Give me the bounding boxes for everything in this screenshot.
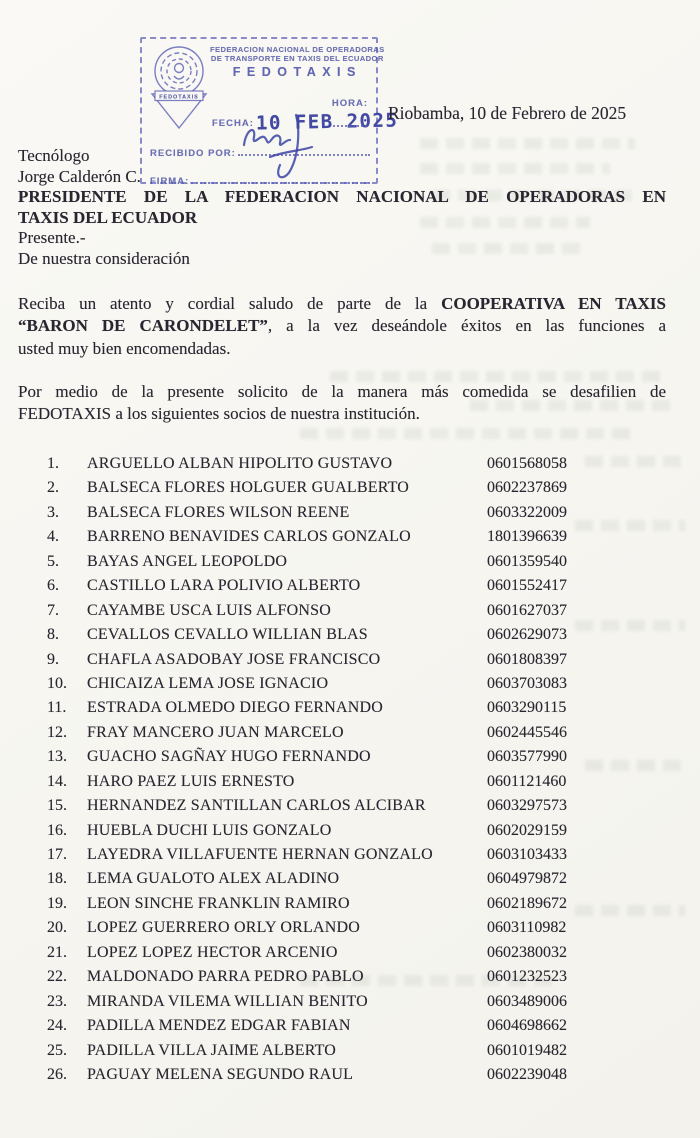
member-row <box>47 819 647 843</box>
member-name: PADILLA MENDEZ EDGAR FABIAN <box>87 1017 351 1035</box>
stamp-org-line1: FEDERACION NACIONAL DE OPERADORAS <box>210 45 385 54</box>
addressee-position-line1: PRESIDENTE DE LA FEDERACION NACIONAL DE OPERADORAS EN <box>18 187 666 207</box>
member-id-number: 0604698662 <box>487 1017 567 1035</box>
member-row <box>47 770 647 794</box>
member-row <box>47 843 647 867</box>
paragraph-greeting-line3 <box>18 338 666 360</box>
member-name: PAGUAY MELENA SEGUNDO RAUL <box>87 1065 354 1083</box>
members-list <box>47 452 647 1087</box>
member-name: CHICAIZA LEMA JOSE IGNACIO <box>87 674 329 692</box>
presente-line: Presente.- <box>18 228 86 248</box>
member-row <box>47 452 647 476</box>
member-id-number: 0601552417 <box>487 577 567 595</box>
recibido-por-label: RECIBIDO POR: <box>150 148 236 159</box>
member-number: 12. <box>47 723 67 741</box>
member-name: LAYEDRA VILLAFUENTE HERNAN GONZALO <box>87 846 433 863</box>
member-id-number: 0601019482 <box>487 1041 567 1059</box>
member-id-number: 0602239048 <box>487 1065 567 1083</box>
member-row <box>47 1063 647 1087</box>
member-number: 2. <box>47 479 59 497</box>
greeting-text: , a la vez deseándole éxitos en las funciones a <box>267 316 666 336</box>
member-id-number: 0602445546 <box>487 723 567 741</box>
member-name: HUEBLA DUCHI LUIS GONZALO <box>87 821 332 839</box>
member-id-number: 0602189672 <box>487 894 567 912</box>
member-id-number: 0603103433 <box>487 846 567 863</box>
greeting-text: Reciba un atento y cordial saludo de parte de la <box>18 294 442 313</box>
member-number: 10. <box>47 674 67 692</box>
member-row <box>47 892 647 916</box>
member-row <box>47 745 647 769</box>
member-name: LOPEZ GUERRERO ORLY ORLANDO <box>87 919 360 937</box>
member-row <box>47 476 647 500</box>
fecha-date-stamp: 10 FEB 2025 <box>255 109 399 135</box>
member-id-number: 0602237869 <box>487 479 567 497</box>
stamp-org-name: FEDOTAXIS <box>232 65 362 79</box>
member-number: 25. <box>47 1041 67 1059</box>
paragraph-request <box>18 381 666 426</box>
stamp-org-block <box>210 42 385 79</box>
member-number: 3. <box>47 503 59 521</box>
member-row <box>47 965 647 989</box>
member-name: CASTILLO LARA POLIVIO ALBERTO <box>87 577 361 595</box>
member-name: BARRENO BENAVIDES CARLOS GONZALO <box>87 528 411 546</box>
member-id-number: 0603290115 <box>487 699 567 717</box>
member-number: 9. <box>47 650 59 668</box>
member-name: BALSECA FLORES WILSON REENE <box>87 503 350 521</box>
cooperative-name-part1: COOPERATIVA EN TAXIS <box>441 294 666 313</box>
member-name: BALSECA FLORES HOLGUER GUALBERTO <box>87 479 410 497</box>
member-name: LEMA GUALOTO ALEX ALADINO <box>87 870 340 888</box>
member-number: 4. <box>47 528 59 546</box>
member-name: MIRANDA VILEMA WILLIAN BENITO <box>87 992 368 1010</box>
member-name: CHAFLA ASADOBAY JOSE FRANCISCO <box>87 650 381 668</box>
member-number: 7. <box>47 601 59 619</box>
member-id-number: 0601121460 <box>487 772 567 790</box>
member-row <box>47 794 647 818</box>
member-row <box>47 990 647 1014</box>
member-number: 19. <box>47 894 67 912</box>
member-name: HARO PAEZ LUIS ERNESTO <box>87 772 295 790</box>
member-name: GUACHO SAGÑAY HUGO FERNANDO <box>87 748 371 766</box>
member-number: 14. <box>47 772 67 790</box>
member-name: HERNANDEZ SANTILLAN CARLOS ALCIBAR <box>87 797 426 815</box>
member-id-number: 0603577990 <box>487 748 567 766</box>
member-name: ESTRADA OLMEDO DIEGO FERNANDO <box>87 699 384 717</box>
paragraph-request-line1: Por medio de la presente solicito de la manera más comedida se desafilien de <box>18 382 666 401</box>
member-number: 17. <box>47 846 67 863</box>
member-id-number: 1801396639 <box>487 528 567 546</box>
member-number: 15. <box>47 797 67 815</box>
member-row <box>47 1039 647 1063</box>
member-id-number: 0603297573 <box>487 797 567 815</box>
member-number: 13. <box>47 748 67 766</box>
firma-label: FIRMA: <box>150 176 190 187</box>
member-id-number: 0603322009 <box>487 503 567 521</box>
hora-dotted-line <box>333 111 367 127</box>
member-row <box>47 525 647 549</box>
member-id-number: 0604979872 <box>487 870 567 888</box>
salutation-line: De nuestra consideración <box>18 248 190 268</box>
member-id-number: 0603110982 <box>487 919 567 937</box>
paragraph-greeting <box>18 293 666 360</box>
fecha-label: FECHA: <box>212 118 254 129</box>
member-name: CAYAMBE USCA LUIS ALFONSO <box>87 601 332 619</box>
member-id-number: 0603703083 <box>487 674 567 692</box>
member-name: LEON SINCHE FRANKLIN RAMIRO <box>87 894 350 912</box>
member-row <box>47 648 647 672</box>
member-id-number: 0603489006 <box>487 992 567 1010</box>
stamp-org-line2: DE TRANSPORTE EN TAXIS DEL ECUADOR <box>210 54 384 63</box>
member-name: FRAY MANCERO JUAN MARCELO <box>87 723 344 741</box>
bleedthrough-artifact <box>300 428 630 439</box>
addressee-title: Tecnólogo <box>18 146 90 165</box>
member-id-number: 0602380032 <box>487 943 567 961</box>
member-row <box>47 672 647 696</box>
member-name: LOPEZ LOPEZ HECTOR ARCENIO <box>87 943 338 961</box>
member-row <box>47 696 647 720</box>
letter-date: Riobamba, 10 de Febrero de 2025 <box>388 103 627 123</box>
member-row <box>47 623 647 647</box>
member-row <box>47 599 647 623</box>
member-row <box>47 941 647 965</box>
stamp-fecha-row <box>212 98 399 135</box>
member-row <box>47 867 647 891</box>
addressee-block <box>18 146 666 270</box>
member-number: 11. <box>47 699 67 717</box>
member-name: MALDONADO PARRA PEDRO PABLO <box>87 968 364 986</box>
member-name: ARGUELLO ALBAN HIPOLITO GUSTAVO <box>87 455 393 472</box>
paragraph-greeting-line1 <box>18 293 666 315</box>
member-name: CEVALLOS CEVALLO WILLIAN BLAS <box>87 626 368 644</box>
member-id-number: 0601808397 <box>487 650 567 668</box>
member-number: 21. <box>47 943 67 961</box>
member-row <box>47 721 647 745</box>
member-id-number: 0601627037 <box>487 601 567 619</box>
member-row <box>47 574 647 598</box>
member-row <box>47 501 647 525</box>
paragraph-request-line2: FEDOTAXIS a los siguientes socios de nuestra institución. <box>18 404 420 424</box>
member-number: 5. <box>47 552 59 570</box>
member-number: 26. <box>47 1065 67 1083</box>
member-number: 1. <box>47 455 59 472</box>
member-id-number: 0602629073 <box>487 626 567 644</box>
member-row <box>47 1014 647 1038</box>
member-id-number: 0601232523 <box>487 968 567 986</box>
addressee-position-line2: TAXIS DEL ECUADOR <box>18 207 198 227</box>
member-number: 20. <box>47 919 67 937</box>
addressee-name: Jorge Calderón C. <box>18 166 141 186</box>
member-id-number: 0601568058 <box>487 455 567 472</box>
paragraph-greeting-line2 <box>18 315 666 337</box>
member-number: 23. <box>47 992 67 1010</box>
greeting-text: usted muy bien encomendadas. <box>18 338 231 358</box>
hora-label: HORA: <box>331 98 368 109</box>
member-row <box>47 916 647 940</box>
member-name: PADILLA VILLA JAIME ALBERTO <box>87 1041 337 1059</box>
member-number: 6. <box>47 577 59 595</box>
cooperative-name-part2: “BARON DE CARONDELET” <box>18 316 268 336</box>
member-number: 18. <box>47 870 67 888</box>
member-number: 16. <box>47 821 67 839</box>
member-id-number: 0601359540 <box>487 552 567 570</box>
member-number: 22. <box>47 968 67 986</box>
member-name: BAYAS ANGEL LEOPOLDO <box>87 552 288 570</box>
member-number: 24. <box>47 1017 67 1035</box>
hora-block <box>332 93 368 132</box>
member-row <box>47 550 647 574</box>
member-id-number: 0602029159 <box>487 821 567 839</box>
member-number: 8. <box>47 626 59 644</box>
stamp-logo-ribbon-text: FEDOTAXIS <box>159 94 199 101</box>
fedotaxis-logo-icon <box>148 43 210 131</box>
